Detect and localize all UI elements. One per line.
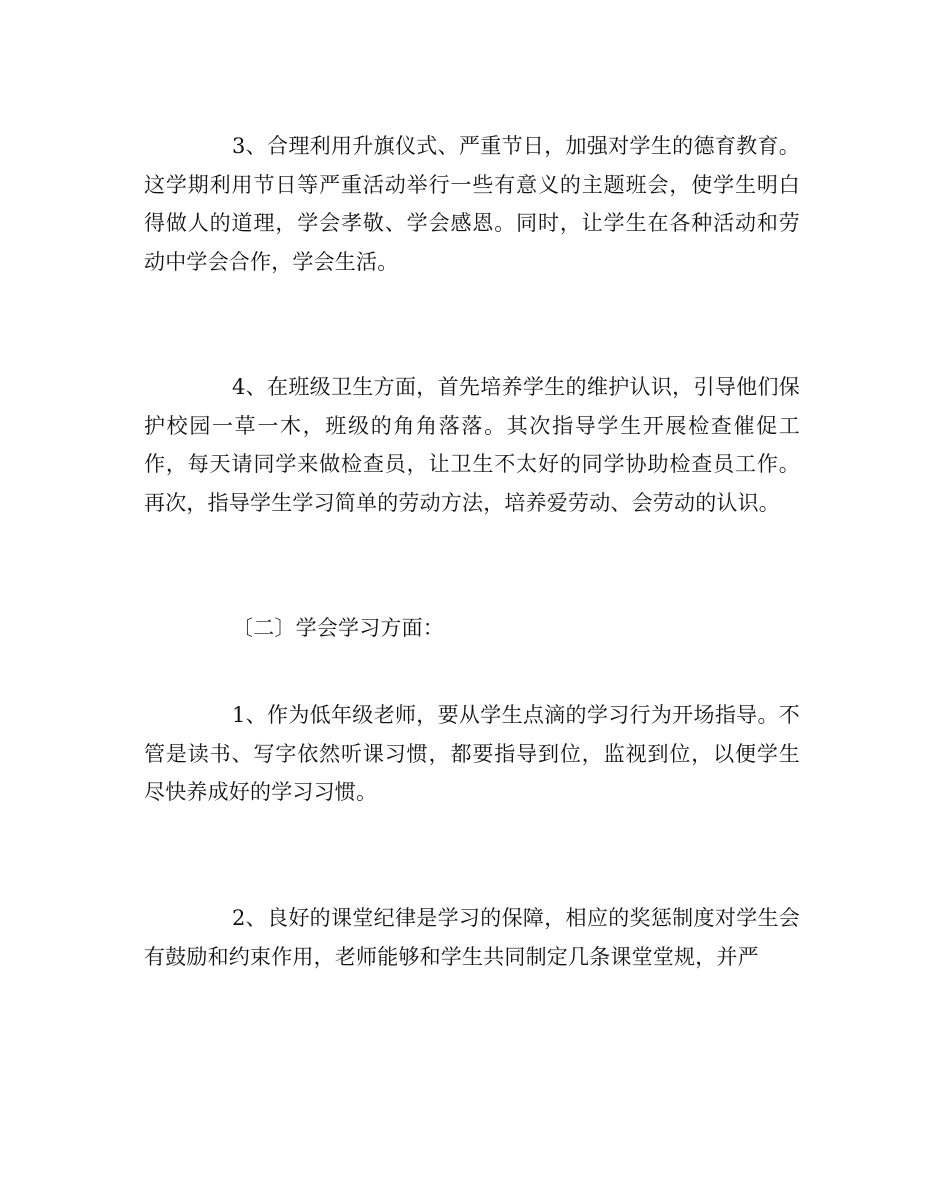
paragraph-item-3-moral-education: 3、合理利用升旗仪式、严重节日，加强对学生的德育教育。这学期利用节日等严重活动举行一些有意义的主题班会，使学生明白得做人的道理，学会孝敬、学会感恩。同时，让学生在各种活动和劳动中学会合作，学会生活。	[144, 134, 800, 274]
paragraph-item-4-class-hygiene: 4、在班级卫生方面，首先培养学生的维护认识，引导他们保护校园一草一木，班级的角角落落。其次指导学生开展检查催促工作，每天请同学来做检查员，让卫生不太好的同学协助检查员工作。再次，指导学生学习简单的劳动方法，培养爱劳动、会劳动的认识。	[144, 375, 800, 515]
section-heading-learning: 〔二〕学会学习方面：	[232, 616, 444, 640]
paragraph-item-2-classroom-discipline: 2、良好的课堂纪律是学习的保障，相应的奖惩制度对学生会有鼓励和约束作用，老师能够和学生共同制定几条课堂堂规，并严	[144, 906, 800, 969]
paragraph-item-1-study-habits: 1、作为低年级老师，要从学生点滴的学习行为开场指导。不管是读书、写字依然听课习惯，都要指导到位，监视到位，以便学生尽快养成好的学习习惯。	[144, 703, 800, 804]
